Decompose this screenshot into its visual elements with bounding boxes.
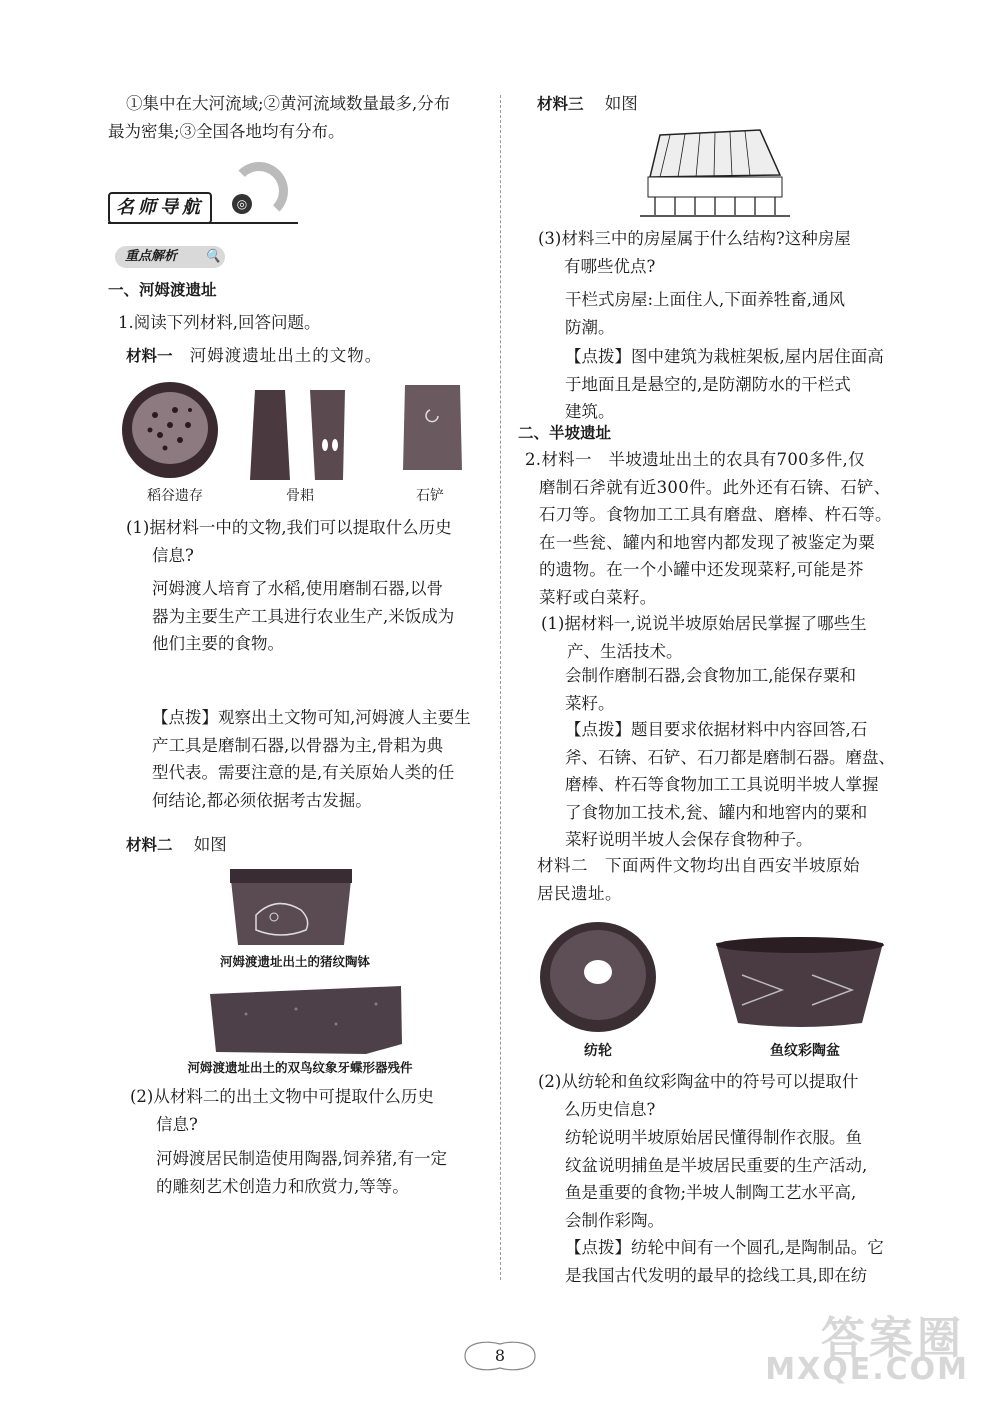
sub-tag bbox=[115, 246, 225, 268]
material-2-text: 如图 bbox=[193, 835, 227, 854]
tip-3-line-1: 【点拨】图中建筑为栽桩架板,屋内居住面高 bbox=[565, 347, 884, 366]
tip-2-1-line-1: 【点拨】题目要求依据材料中内容回答,石 bbox=[565, 720, 868, 739]
question-2-line-2: 磨制石斧就有近300件。此外还有石锛、石铲、 bbox=[539, 477, 891, 497]
question-1-3-line-1: (3)材料三中的房屋属于什么结构?这种房屋 bbox=[538, 229, 851, 248]
tip-1-line-3: 型代表。需要注意的是,有关原始人类的任 bbox=[152, 763, 455, 782]
caption-pig-bowl: 河姆渡遗址出土的猪纹陶钵 bbox=[219, 954, 370, 969]
tip-1-line-4: 何结论,都必须依据考古发掘。 bbox=[152, 790, 372, 810]
material-2-2-line-1: 材料二 下面两件文物均出自西安半坡原始 bbox=[537, 856, 860, 875]
answer-2-2-line-4: 会制作彩陶。 bbox=[565, 1210, 664, 1230]
stilt-house-image bbox=[640, 125, 790, 220]
question-1-1-line-2: 信息? bbox=[152, 545, 194, 565]
question-2-2 bbox=[512, 1068, 950, 1123]
caption-spindle: 纺轮 bbox=[584, 1043, 612, 1059]
column-divider bbox=[500, 95, 501, 1280]
answer-2-1 bbox=[565, 662, 895, 717]
answer-1-1-line-1: 河姆渡人培育了水稻,使用磨制石器,以骨 bbox=[152, 579, 443, 598]
answer-2-2-line-2: 纹盆说明捕鱼是半坡居民重要的生产活动, bbox=[565, 1155, 868, 1175]
tip-2-1-line-2: 斧、石锛、石铲、石刀都是磨制石器。磨盘、 bbox=[565, 747, 895, 767]
material-1-text: 河姆渡遗址出土的文物。 bbox=[189, 346, 383, 365]
answer-1-3 bbox=[565, 286, 895, 341]
caption-ivory: 河姆渡遗址出土的双鸟纹象牙蝶形器残件 bbox=[187, 1060, 413, 1075]
material-3-label: 材料三 bbox=[537, 95, 584, 113]
answer-1-1-line-3: 他们主要的食物。 bbox=[152, 634, 284, 653]
watermark-bottom: MXQE.COM bbox=[765, 1352, 969, 1387]
watermark-top: 答案圈 bbox=[821, 1313, 965, 1364]
spindle-whorl-image bbox=[538, 920, 658, 1035]
caption-basin: 鱼纹彩陶盆 bbox=[770, 1043, 840, 1059]
question-1-3-line-2: 有哪些优点? bbox=[564, 256, 656, 276]
question-1-1 bbox=[100, 514, 542, 569]
ivory-butterfly-image bbox=[206, 984, 406, 1056]
tip-2-1 bbox=[565, 716, 897, 854]
question-2-1-line-1: (1)据材料一,说说半坡原始居民掌握了哪些生 bbox=[541, 614, 867, 633]
tip-3-line-2: 于地面且是悬空的,是防潮防水的干栏式 bbox=[565, 374, 851, 394]
watermark bbox=[765, 1302, 975, 1392]
question-2-2-line-1: (2)从纺轮和鱼纹彩陶盆中的符号可以提取什 bbox=[538, 1072, 859, 1091]
material-2-2-line-2: 居民遗址。 bbox=[537, 883, 622, 903]
question-1-1-line-1: (1)据材料一中的文物,我们可以提取什么历史 bbox=[126, 518, 452, 537]
question-2-1-line-2: 产、生活技术。 bbox=[567, 641, 683, 661]
tip-1-line-1: 【点拨】观察出土文物可知,河姆渡人主要生 bbox=[152, 708, 471, 727]
banner-title: 名师导航 bbox=[108, 192, 212, 224]
page-number-badge bbox=[457, 1336, 543, 1376]
material-1-line bbox=[126, 342, 382, 371]
answer-1-1 bbox=[152, 575, 487, 658]
tip-2-2-line-1: 【点拨】纺轮中间有一个圆孔,是陶制品。它 bbox=[565, 1238, 884, 1257]
tip-3 bbox=[565, 343, 897, 426]
section-heading-1: 一、河姆渡遗址 bbox=[108, 281, 217, 299]
answer-1-3-line-2: 防潮。 bbox=[565, 317, 615, 337]
question-1-2 bbox=[104, 1083, 542, 1138]
material-2-2 bbox=[537, 852, 897, 907]
answer-1-2 bbox=[156, 1145, 486, 1200]
target-icon: ◎ bbox=[232, 194, 252, 214]
stone-shovel-image bbox=[400, 380, 465, 475]
tip-2-1-line-4: 了食物加工技术,瓮、罐内和地窖内的粟和 bbox=[565, 802, 868, 822]
material-1-label: 材料一 bbox=[126, 347, 173, 365]
material-2-label: 材料二 bbox=[126, 836, 173, 854]
material-3-line bbox=[537, 90, 638, 119]
intro-line-1: ①集中在大河流域;②黄河流域数量最多,分布 bbox=[126, 94, 451, 113]
tip-1 bbox=[152, 704, 487, 814]
caption-stone-shovel: 石铲 bbox=[416, 488, 444, 504]
answer-1-1-line-2: 器为主要生产工具进行农业生产,米饭成为 bbox=[152, 606, 455, 626]
question-1-3 bbox=[512, 225, 950, 280]
question-1-2-line-2: 信息? bbox=[156, 1114, 198, 1134]
section-banner bbox=[108, 192, 298, 224]
magnifier-icon: 🔍 bbox=[204, 249, 221, 264]
answer-2-2 bbox=[565, 1124, 897, 1234]
answer-1-3-line-1: 干栏式房屋:上面住人,下面养牲畜,通风 bbox=[565, 290, 846, 309]
tip-1-line-2: 产工具是磨制石器,以骨器为主,骨耜为典 bbox=[152, 735, 443, 755]
question-2-line-5: 的遗物。在一个小罐中还发现菜籽,可能是芥 bbox=[539, 560, 864, 579]
question-2-line-6: 菜籽或白菜籽。 bbox=[539, 587, 657, 607]
intro-line-2: 最为密集;③全国各地均有分布。 bbox=[108, 122, 345, 141]
sub-tag-label: 重点解析 bbox=[125, 249, 178, 264]
question-2-line-4: 在一些瓮、罐内和地窖内都发现了被鉴定为粟 bbox=[539, 532, 875, 552]
question-2-1 bbox=[515, 610, 950, 665]
question-1-2-line-1: (2)从材料二的出土文物中可提取什么历史 bbox=[130, 1087, 434, 1106]
tip-2-2 bbox=[565, 1234, 897, 1289]
question-2 bbox=[525, 446, 897, 611]
material-2-line bbox=[126, 831, 227, 860]
tip-2-1-line-5: 菜籽说明半坡人会保存食物种子。 bbox=[565, 830, 813, 849]
tip-2-2-line-2: 是我国古代发明的最早的捻线工具,即在纺 bbox=[565, 1265, 868, 1285]
rice-remains-image bbox=[120, 380, 220, 485]
question-1: 1.阅读下列材料,回答问题。 bbox=[118, 313, 321, 332]
answer-2-1-line-1: 会制作磨制石器,会食物加工,能保存粟和 bbox=[565, 666, 856, 685]
answer-1-2-line-2: 的雕刻艺术创造力和欣赏力,等等。 bbox=[156, 1176, 409, 1196]
question-2-line-1: 2.材料一 半坡遗址出土的农具有700多件,仅 bbox=[525, 450, 865, 469]
bone-spade-image bbox=[245, 385, 355, 485]
question-2-line-3: 石刀等。食物加工工具有磨盘、磨棒、杵石等。 bbox=[539, 505, 892, 524]
answer-1-2-line-1: 河姆渡居民制造使用陶器,饲养猪,有一定 bbox=[156, 1149, 447, 1168]
fish-basin-image bbox=[712, 935, 887, 1030]
tip-2-1-line-3: 磨棒、杵石等食物加工工具说明半坡人掌握 bbox=[565, 775, 879, 794]
answer-2-2-line-3: 鱼是重要的食物;半坡人制陶工艺水平高, bbox=[565, 1183, 857, 1202]
answer-2-1-line-2: 菜籽。 bbox=[565, 693, 615, 713]
caption-rice: 稻谷遗存 bbox=[147, 488, 203, 504]
section-heading-2: 二、半坡遗址 bbox=[518, 424, 612, 442]
tip-3-line-3: 建筑。 bbox=[565, 402, 615, 421]
page-number: 8 bbox=[494, 1346, 506, 1365]
answer-2-2-line-1: 纺轮说明半坡原始居民懂得制作衣服。鱼 bbox=[565, 1128, 862, 1147]
question-2-2-line-2: 么历史信息? bbox=[564, 1099, 656, 1119]
caption-bone-spade: 骨耜 bbox=[286, 488, 314, 504]
material-3-text: 如图 bbox=[604, 94, 638, 113]
pig-pattern-bowl-image bbox=[226, 865, 356, 950]
